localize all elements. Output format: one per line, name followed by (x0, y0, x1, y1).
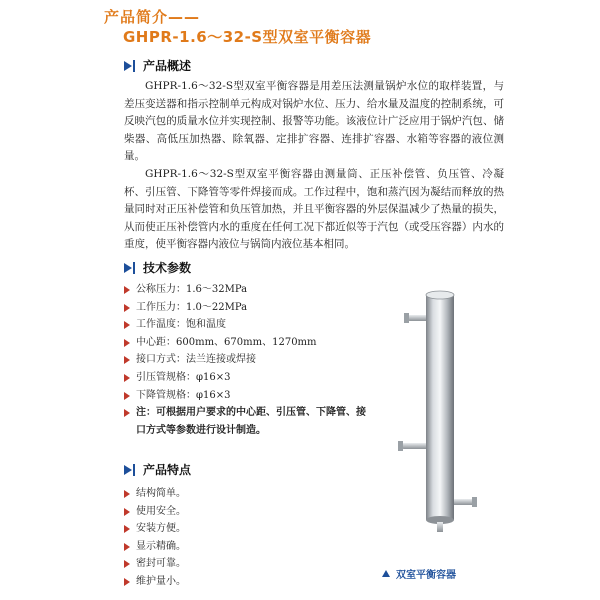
header-label: 产品简介—— (104, 8, 201, 26)
bullet-icon (124, 356, 130, 364)
spec-item: 引压管规格：φ16×3 (124, 369, 384, 387)
feature-item: 安装方便。 (124, 520, 384, 538)
overview-paragraph-2: GHPR-1.6～32-S型双室平衡容器由测量筒、正压补偿管、负压管、冷凝杯、引压管、下降管等零件焊接而成。工作过程中，饱和蒸汽因为凝结而释放的热量同时对正压补偿管和负压管加热，并且平衡容器的外层保温减少了热量的损失，从而使正压补偿管内水的重度在任何工况下都近似等于汽包（或受压容器）内水的重度，使平衡容器内液位与锅筒内液位基本相同。 (124, 167, 504, 251)
image-caption (382, 566, 456, 581)
bullet-icon (124, 525, 130, 533)
specs-list (124, 281, 384, 439)
spec-item: 下降管规格：φ16×3 (124, 387, 384, 405)
side-pipe-upper (402, 443, 430, 449)
bullet-icon (124, 304, 130, 312)
overview-heading (124, 57, 191, 74)
section-marker-icon (124, 464, 135, 476)
bullet-icon (124, 490, 130, 498)
balance-vessel-image (390, 285, 490, 535)
bullet-icon (124, 321, 130, 329)
spec-item: 公称压力：1.6～32MPa (124, 281, 384, 299)
overview-heading-text: 产品概述 (143, 59, 192, 73)
bullet-icon (124, 578, 130, 586)
side-flange-lower (472, 497, 477, 507)
bullet-icon (124, 339, 130, 347)
features-heading-text: 产品特点 (143, 463, 192, 477)
section-marker-icon (124, 60, 135, 72)
feature-item: 结构简单。 (124, 485, 384, 503)
bullet-icon (124, 508, 130, 516)
side-flange-upper (398, 441, 403, 451)
bullet-icon (124, 374, 130, 382)
bullet-icon (124, 409, 130, 417)
feature-item: 显示精确。 (124, 538, 384, 556)
spec-item: 接口方式：法兰连接或焊接 (124, 351, 384, 369)
vessel-body (426, 295, 454, 520)
bullet-icon (124, 286, 130, 294)
bottom-pipe (437, 522, 443, 532)
top-flange (404, 313, 409, 323)
bullet-icon (124, 560, 130, 568)
bullet-icon (124, 392, 130, 400)
caption-marker-icon (382, 570, 390, 577)
feature-item: 密封可靠。 (124, 555, 384, 573)
spec-note: 注：可根据用户要求的中心距、引压管、下降管、接口方式等参数进行设计制造。 (124, 404, 384, 439)
spec-item: 工作压力：1.0～22MPa (124, 299, 384, 317)
features-heading (124, 461, 191, 478)
vessel-top-cap (426, 291, 454, 299)
specs-heading-text: 技术参数 (143, 261, 192, 275)
feature-item: 维护量小。 (124, 573, 384, 591)
image-caption-text: 双室平衡容器 (396, 570, 456, 581)
features-list (124, 485, 384, 591)
feature-item: 使用安全。 (124, 503, 384, 521)
product-title: GHPR-1.6～32-S型双室平衡容器 (123, 28, 372, 46)
spec-item: 工作温度：饱和温度 (124, 316, 384, 334)
spec-item: 中心距：600mm、670mm、1270mm (124, 334, 384, 352)
overview-paragraph-1: GHPR-1.6～32-S型双室平衡容器是用差压法测量锅炉水位的取样装置，与差压变送器和指示控制单元构成对锅炉水位、压力、给水量及温度的控制系统，可反映汽包的质量水位并实现控制、报警等功能。该液位计广泛应用于锅炉汽包、储柴器、高低压加热器、除氧器、定排扩容器、连排扩容器、水箱等容器的液位测量。 (124, 80, 504, 163)
specs-heading (124, 259, 191, 276)
bullet-icon (124, 543, 130, 551)
section-marker-icon (124, 262, 135, 274)
overview-body (124, 78, 504, 254)
